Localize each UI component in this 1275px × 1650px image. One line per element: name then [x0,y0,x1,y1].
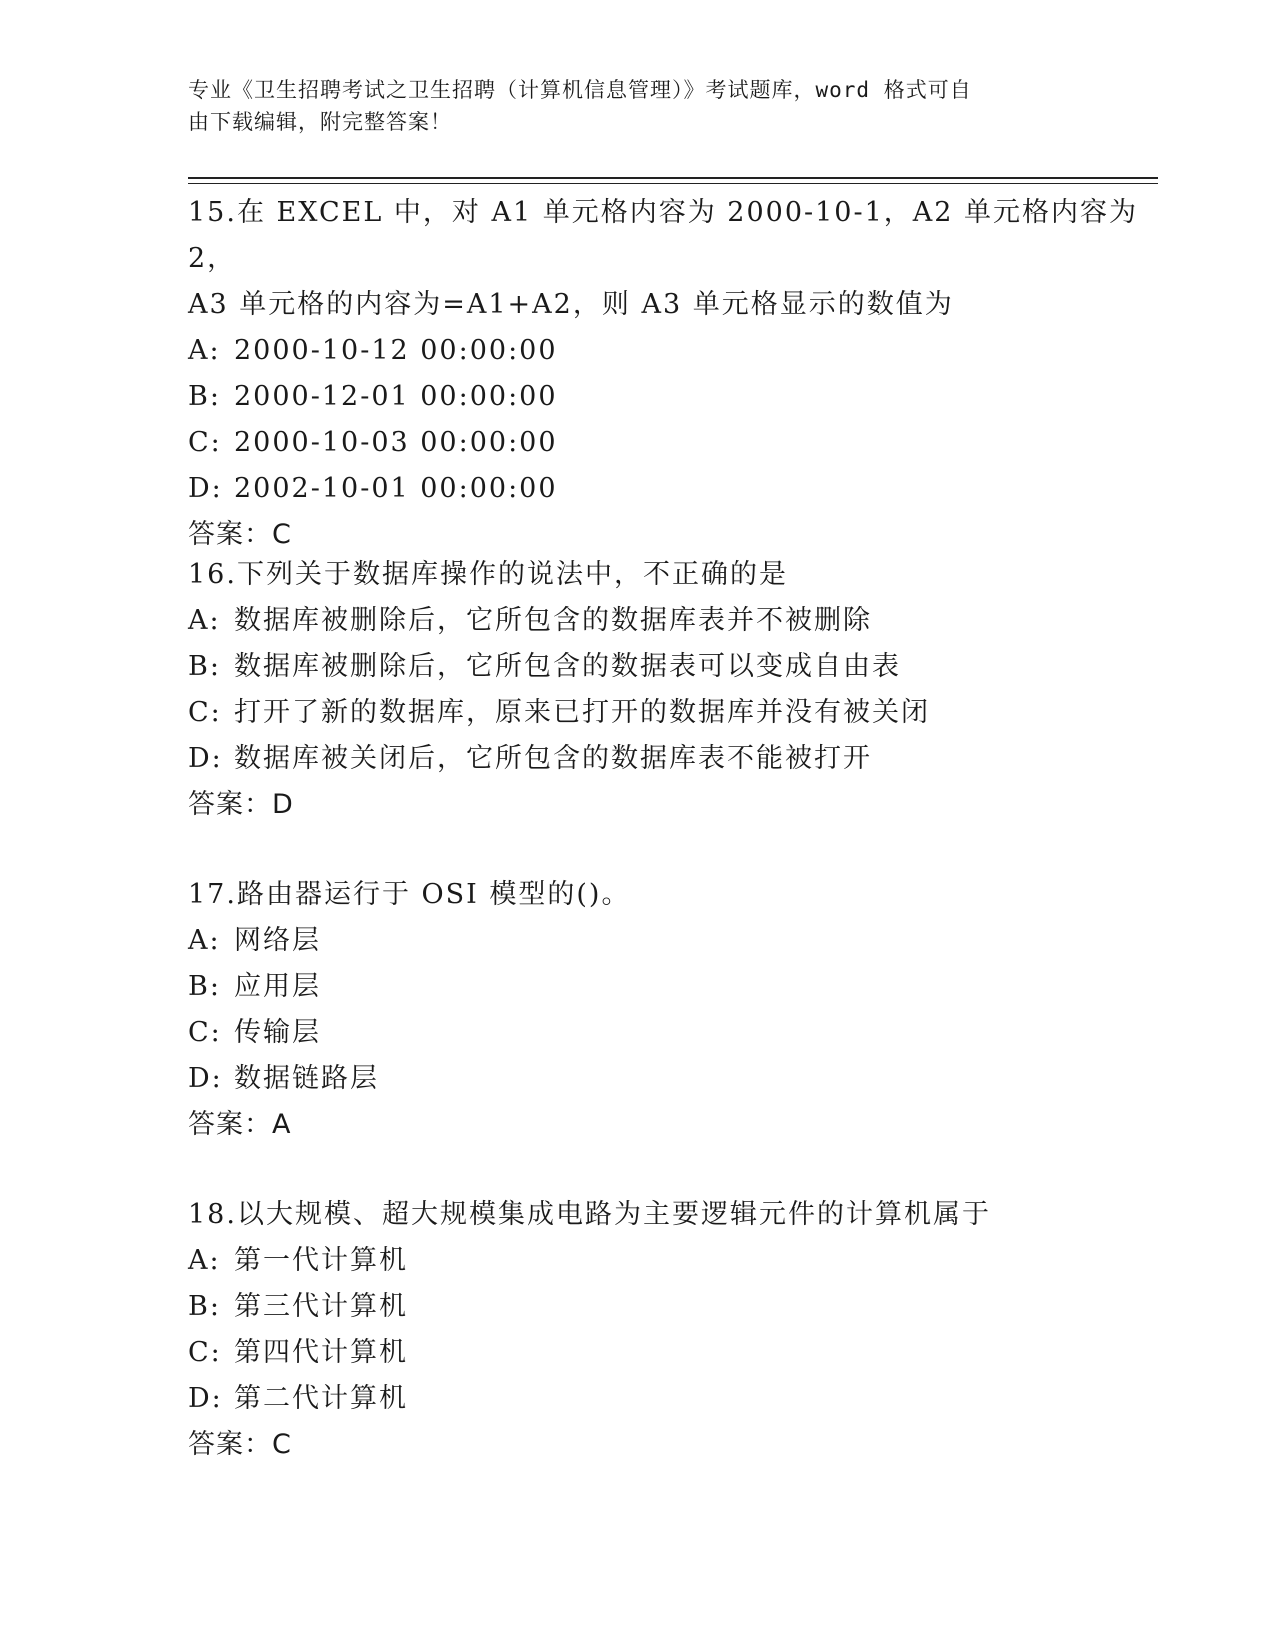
question-stem: 15.在 EXCEL 中，对 A1 单元格内容为 2000-10-1，A2 单元格内容为 2， [188,197,1149,274]
option-d [188,1056,1148,1102]
option-a [188,328,1148,374]
header-line-2: 由下载编辑，附完整答案！ [188,110,452,134]
option-key: B: [188,971,221,1002]
question-15 [188,190,1148,558]
option-text: 打开了新的数据库，原来已打开的数据库并没有被关闭 [234,697,930,728]
document-header [188,74,1068,138]
header-divider-thick [188,177,1158,179]
option-d [188,1376,1148,1422]
answer-line: 答案：A [188,1109,292,1140]
option-text: 第三代计算机 [234,1291,408,1322]
option-key: A: [188,925,221,956]
option-text: 第一代计算机 [234,1245,408,1276]
option-key: C: [188,427,222,458]
option-c [188,1010,1148,1056]
option-a [188,1238,1148,1284]
option-b [188,1284,1148,1330]
option-b [188,374,1148,420]
question-stem: 18.以大规模、超大规模集成电路为主要逻辑元件的计算机属于 [188,1199,991,1230]
option-key: B: [188,1291,221,1322]
option-text: 第四代计算机 [234,1337,408,1368]
option-text: 数据链路层 [234,1063,379,1094]
option-b [188,964,1148,1010]
option-c [188,690,1148,736]
option-c [188,420,1148,466]
option-key: D: [188,1383,223,1414]
option-text: 数据库被关闭后，它所包含的数据库表不能被打开 [234,743,872,774]
option-text: 2000-10-03 00:00:00 [234,427,558,458]
option-text: 数据库被删除后，它所包含的数据表可以变成自由表 [234,651,901,682]
option-key: D: [188,473,223,504]
header-divider-thin [188,183,1158,184]
option-text: 网络层 [234,925,321,956]
option-b [188,644,1148,690]
option-key: C: [188,697,222,728]
option-key: A: [188,605,221,636]
option-text: 2000-10-12 00:00:00 [234,335,558,366]
option-key: D: [188,1063,223,1094]
option-key: D: [188,743,223,774]
answer-line: 答案：C [188,1429,292,1460]
question-18 [188,1192,1148,1468]
option-key: A: [188,1245,221,1276]
option-key: C: [188,1017,222,1048]
question-stem-continued: A3 单元格的内容为=A1+A2，则 A3 单元格显示的数值为 [188,289,954,320]
question-17 [188,872,1148,1148]
option-text: 2000-12-01 00:00:00 [234,381,558,412]
option-text: 数据库被删除后，它所包含的数据库表并不被删除 [234,605,872,636]
option-key: B: [188,381,221,412]
option-text: 应用层 [234,971,321,1002]
question-16 [188,552,1148,828]
question-stem: 17.路由器运行于 OSI 模型的()。 [188,879,631,910]
option-key: A: [188,335,221,366]
option-text: 第二代计算机 [234,1383,408,1414]
option-a [188,918,1148,964]
option-d [188,736,1148,782]
option-text: 传输层 [234,1017,321,1048]
header-line-1: 专业《卫生招聘考试之卫生招聘（计算机信息管理）》考试题库，word 格式可自 [188,78,972,102]
answer-line: 答案：D [188,789,294,820]
option-a [188,598,1148,644]
question-stem: 16.下列关于数据库操作的说法中，不正确的是 [188,559,788,590]
option-text: 2002-10-01 00:00:00 [234,473,558,504]
option-key: C: [188,1337,222,1368]
option-key: B: [188,651,221,682]
option-c [188,1330,1148,1376]
option-d [188,466,1148,512]
answer-line: 答案：C [188,519,292,550]
